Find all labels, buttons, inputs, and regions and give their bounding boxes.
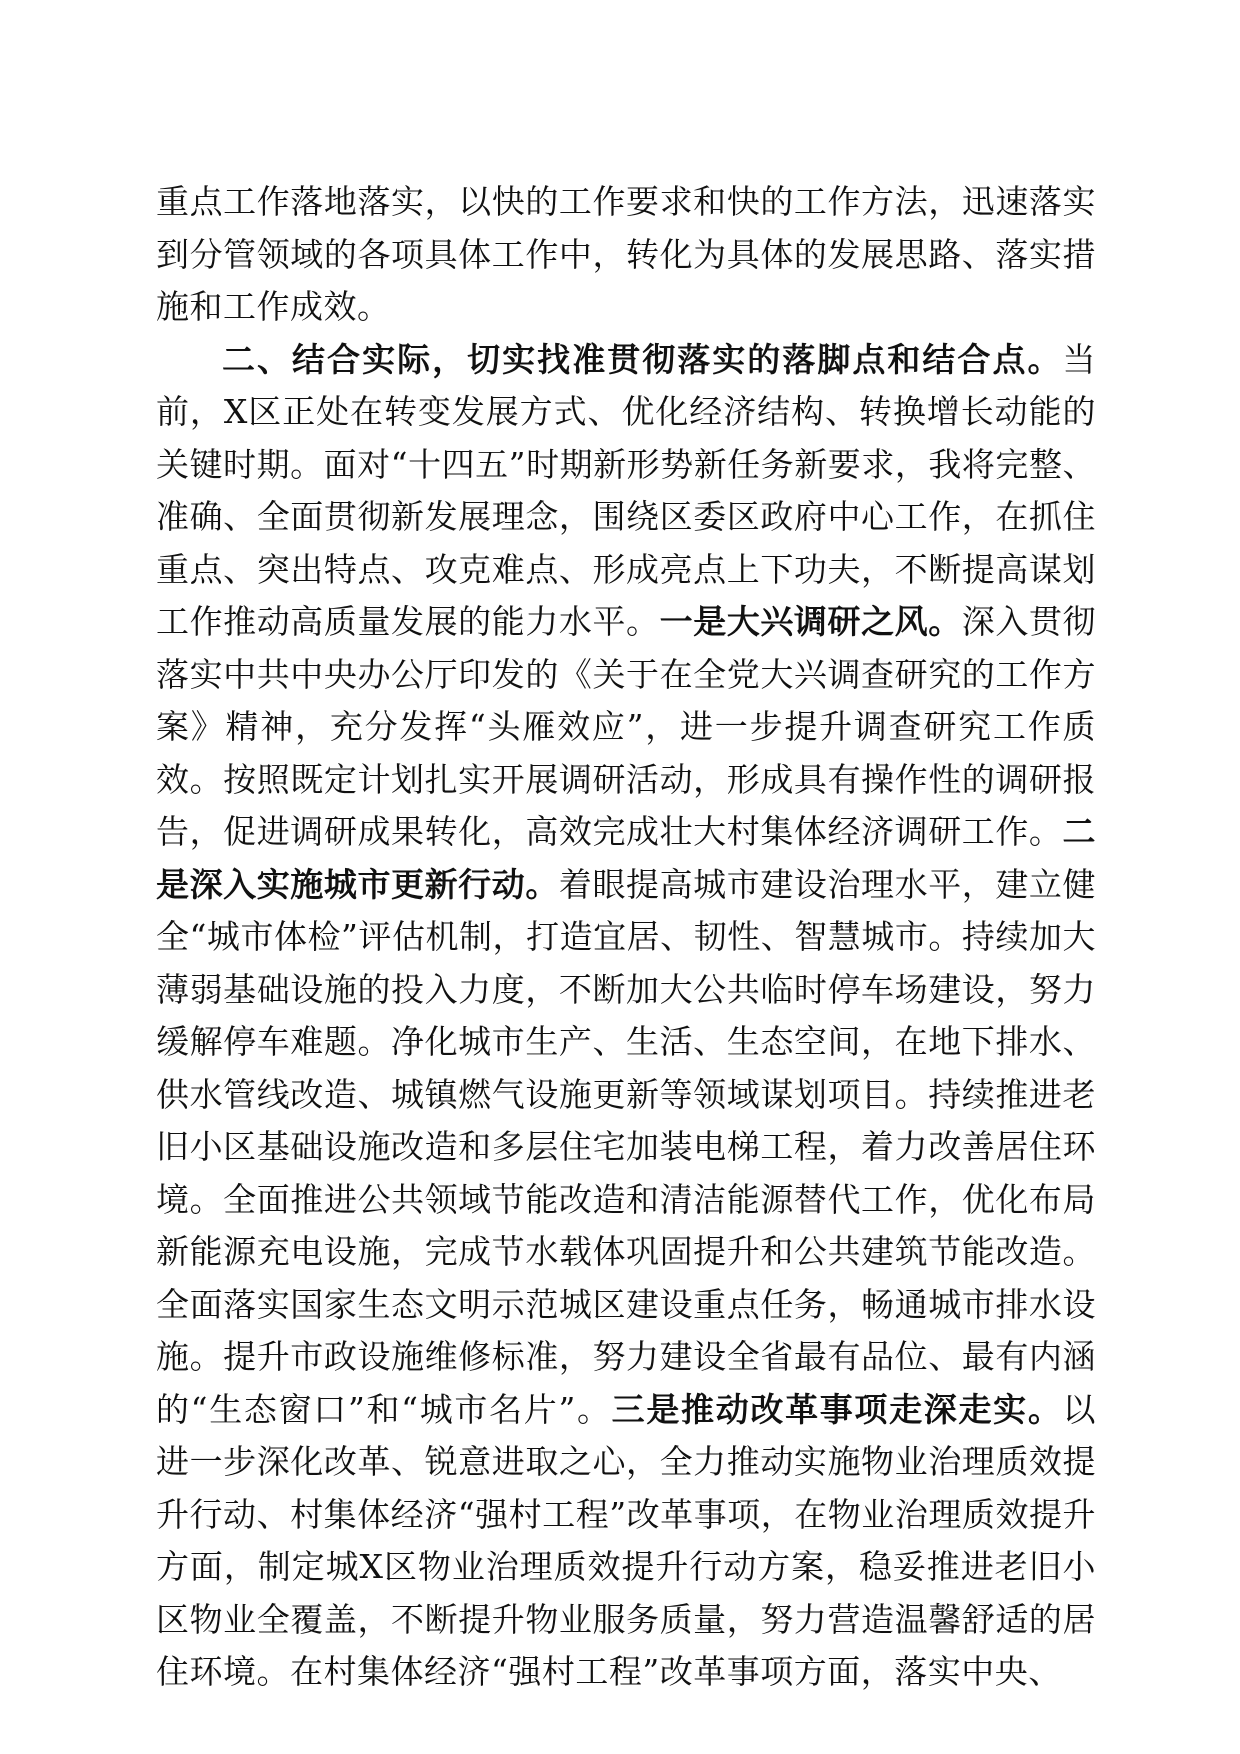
point-one-text: 深入贯彻落实中共中央办公厅印发的《关于在全党大兴调查研究的工作方案》精神，充分发挥“头雁效应”，进一步提升调查研究工作质效。按照既定计划扎实开展调研活动，形成具有操作性的调研报告，促进调研成果转化，高效完成壮大村集体经济调研工作。 <box>156 602 1097 851</box>
point-three-heading: 三是推动改革事项走深走实。 <box>611 1389 1063 1429</box>
paragraph-1 <box>156 176 1096 334</box>
point-two-heading: 二是深入实施城市更新行动。 <box>156 812 1096 904</box>
paragraph-2 <box>156 334 1096 1699</box>
point-two-text: 着眼提高城市建设治理水平，建立健全“城市体检”评估机制，打造宜居、韧性、智慧城市。持续加大薄弱基础设施的投入力度，不断加大公共临时停车场建设，努力缓解停车难题。净化城市生产、生活、生态空间，在地下排水、供水管线改造、城镇燃气设施更新等领域谋划项目。持续推进老旧小区基础设施改造和多层住宅加装电梯工程，着力改善居住环境。全面推进公共领域节能改造和清洁能源替代工作，优化布局新能源充电设施，完成节水载体巩固提升和公共建筑节能改造。全面落实国家生态文明示范城区建设重点任务，畅通城市排水设施。提升市政设施维修标准，努力建设全省最有品位、最有内涵的“生态窗口”和“城市名片”。 <box>156 864 1097 1429</box>
document-body <box>156 176 1096 1699</box>
paragraph-1-text: 重点工作落地落实，以快的工作要求和快的工作方法，迅速落实到分管领域的各项具体工作中，转化为具体的发展思路、落实措施和工作成效。 <box>156 182 1096 326</box>
point-three-text: 以进一步深化改革、锐意进取之心，全力推动实施物业治理质效提升行动、村集体经济“强村工程”改革事项，在物业治理质效提升方面，制定城X区物业治理质效提升行动方案，稳妥推进老旧小区物业全覆盖，不断提升物业服务质量，努力营造温馨舒适的居住环境。在村集体经济“强村工程”改革事项方面，落实中央、 <box>156 1389 1097 1691</box>
section-two-intro: 当前，X区正处在转变发展方式、优化经济结构、转换增长动能的关键时期。面对“十四五”时期新形势新任务新要求，我将完整、准确、全面贯彻新发展理念，围绕区委区政府中心工作，在抓住重点、突出特点、攻克难点、形成亮点上下功夫，不断提高谋划工作推动高质量发展的能力水平。 <box>156 339 1096 641</box>
point-one-heading: 一是大兴调研之风。 <box>659 602 962 641</box>
section-heading-two: 二、结合实际，切实找准贯彻落实的落脚点和结合点。 <box>222 339 1063 379</box>
